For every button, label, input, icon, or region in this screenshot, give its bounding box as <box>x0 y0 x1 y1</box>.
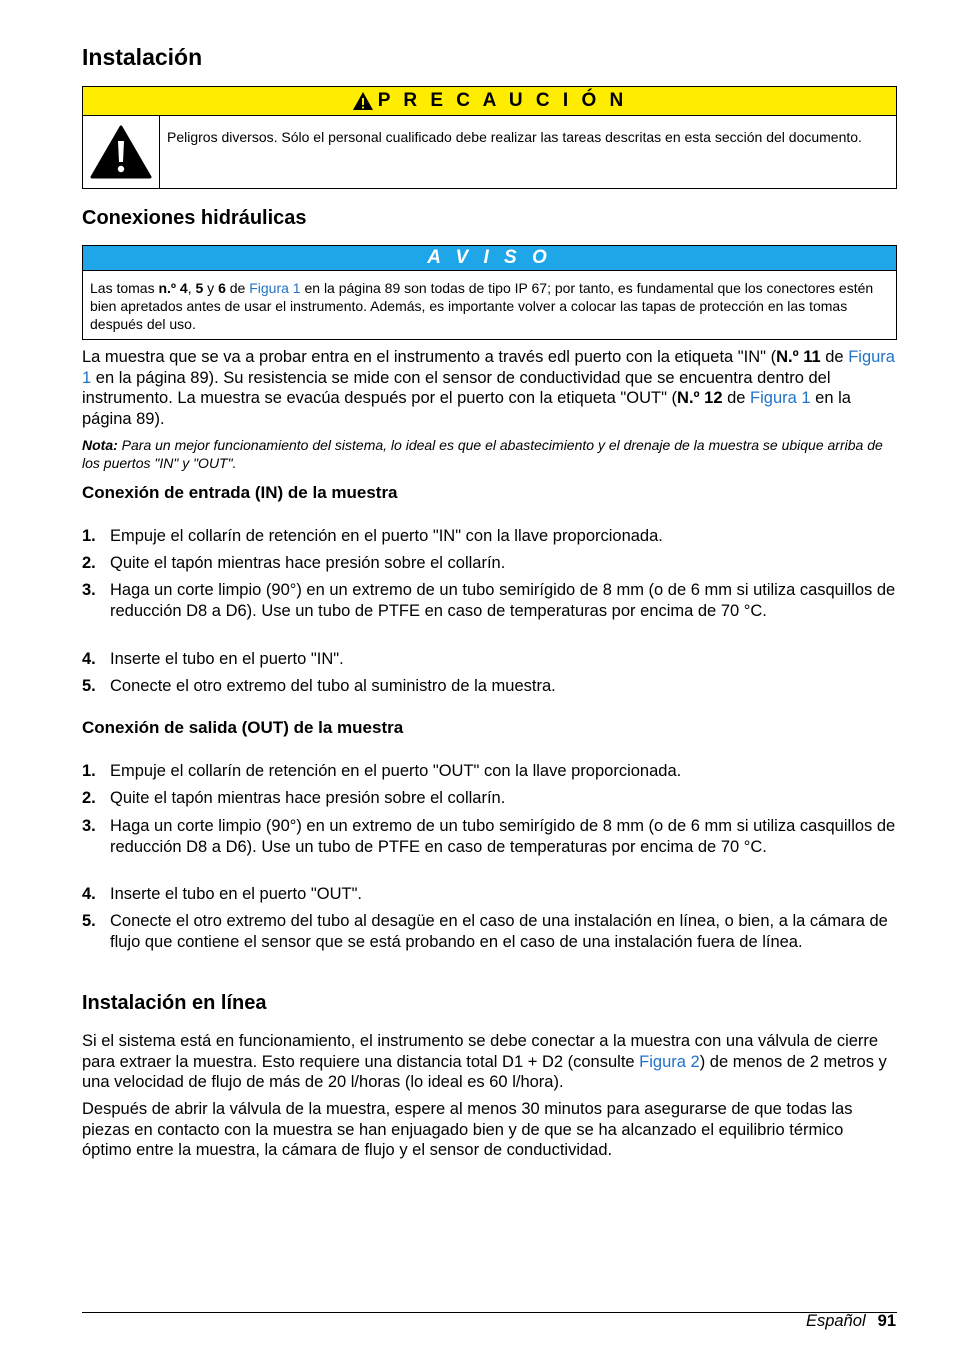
list-item: 1. Empuje el collarín de retención en el puerto "OUT" con la llave proporcionada. <box>82 762 682 780</box>
figure-1-link[interactable]: Figura 1 <box>249 280 301 296</box>
inline-paragraph-2: Después de abrir la válvula de la muestra, espere al menos 30 minutos para asegurarse de que todas las piezas en contacto con la muestra se han enjuagado bien y de que se ha alcanzado el equilibrio térmico óptimo entre la muestra, la cámara de flujo y el sensor de conductividad. <box>82 1100 853 1159</box>
footer-divider <box>82 1312 897 1313</box>
notice-label: A V I S O <box>83 246 896 271</box>
warning-icon <box>352 91 374 111</box>
inline-paragraph: Si el sistema está en funcionamiento, el instrumento se debe conectar a la muestra con una válvula de cierre para extraer la muestra. Esto requiere una distancia total D1 + D2 (consulte Figura 2) de menos de 2 metros y una velocidad de flujo de más de 20 l/horas (lo ideal es 60 l/hora). <box>82 1032 887 1091</box>
subsection-heading-outlet: Conexión de salida (OUT) de la muestra <box>82 718 404 737</box>
list-item: 5. Conecte el otro extremo del tubo al suministro de la muestra. <box>82 677 556 695</box>
list-item: 2. Quite el tapón mientras hace presión sobre el collarín. <box>82 554 506 572</box>
caution-text: Peligros diversos. Sólo el personal cualificado debe realizar las tareas descritas en esta sección del documento. <box>167 129 862 145</box>
figure-2-link[interactable]: Figura 2 <box>639 1052 700 1071</box>
caution-box <box>82 86 897 189</box>
list-item: 3. Haga un corte limpio (90°) en un extremo de un tubo semirígido de 8 mm (o de 6 mm si utiliza casquillos de reducción D8 a D6). Use un tubo de PTFE en caso de temperaturas por encima de 70 °C. <box>82 817 896 856</box>
section-heading-inline: Instalación en línea <box>82 992 267 1014</box>
list-item: 2. Quite el tapón mientras hace presión sobre el collarín. <box>82 789 506 807</box>
note: Nota: Para un mejor funcionamiento del sistema, lo ideal es que el abastecimiento y el drenaje de la muestra se ubique arriba de los puertos "IN" y "OUT". <box>82 437 883 471</box>
list-item: 5. Conecte el otro extremo del tubo al desagüe en el caso de una instalación en línea, o bien, a la cámara de flujo que contiene el sensor que se está probando en el caso de una instalación fuera de línea. <box>82 912 888 951</box>
page-number: 91 <box>877 1312 896 1330</box>
list-item: 4. Inserte el tubo en el puerto "IN". <box>82 650 344 668</box>
caution-label: P R E C A U C I Ó N <box>377 90 628 111</box>
list-item: 1. Empuje el collarín de retención en el puerto "IN" con la llave proporcionada. <box>82 527 663 545</box>
notice-text: Las tomas n.º 4, 5 y 6 de Figura 1 en la página 89 son todas de tipo IP 67; por tanto, es fundamental que los conectores estén bien apretados antes de usar el instrumento. Además, es importante volver a colocar las tapas de protección en las tomas después del uso. <box>90 280 874 332</box>
caution-header <box>83 87 896 116</box>
subsection-heading-inlet: Conexión de entrada (IN) de la muestra <box>82 483 398 502</box>
list-item: 4. Inserte el tubo en el puerto "OUT". <box>82 885 363 903</box>
figure-1-link[interactable]: Figura 1 <box>82 348 895 387</box>
section-heading-hydraulic: Conexiones hidráulicas <box>82 207 307 229</box>
notice-box <box>82 245 897 340</box>
page-title: Instalación <box>82 44 203 70</box>
list-item: 3. Haga un corte limpio (90°) en un extremo de un tubo semirígido de 8 mm (o de 6 mm si utiliza casquillos de reducción D8 a D6). Use un tubo de PTFE en caso de temperaturas por encima de 70 °C. <box>82 581 896 620</box>
hazard-icon <box>83 116 160 188</box>
footer-language: Español <box>806 1312 866 1330</box>
hydraulic-paragraph: La muestra que se va a probar entra en el instrumento a través edl puerto con la etiqueta "IN" (N.º 11 de Figura 1 en la página 89). Su resistencia se mide con el sensor de conductividad que se encuentra dentro del instrumento. La muestra se evacúa después por el puerto con la etiqueta "OUT" (N.º 12 de Figura 1 en la página 89). <box>82 348 895 428</box>
page-footer <box>806 1312 896 1331</box>
figure-1-link[interactable]: Figura 1 <box>750 389 811 407</box>
note-label: Nota: <box>82 437 118 453</box>
